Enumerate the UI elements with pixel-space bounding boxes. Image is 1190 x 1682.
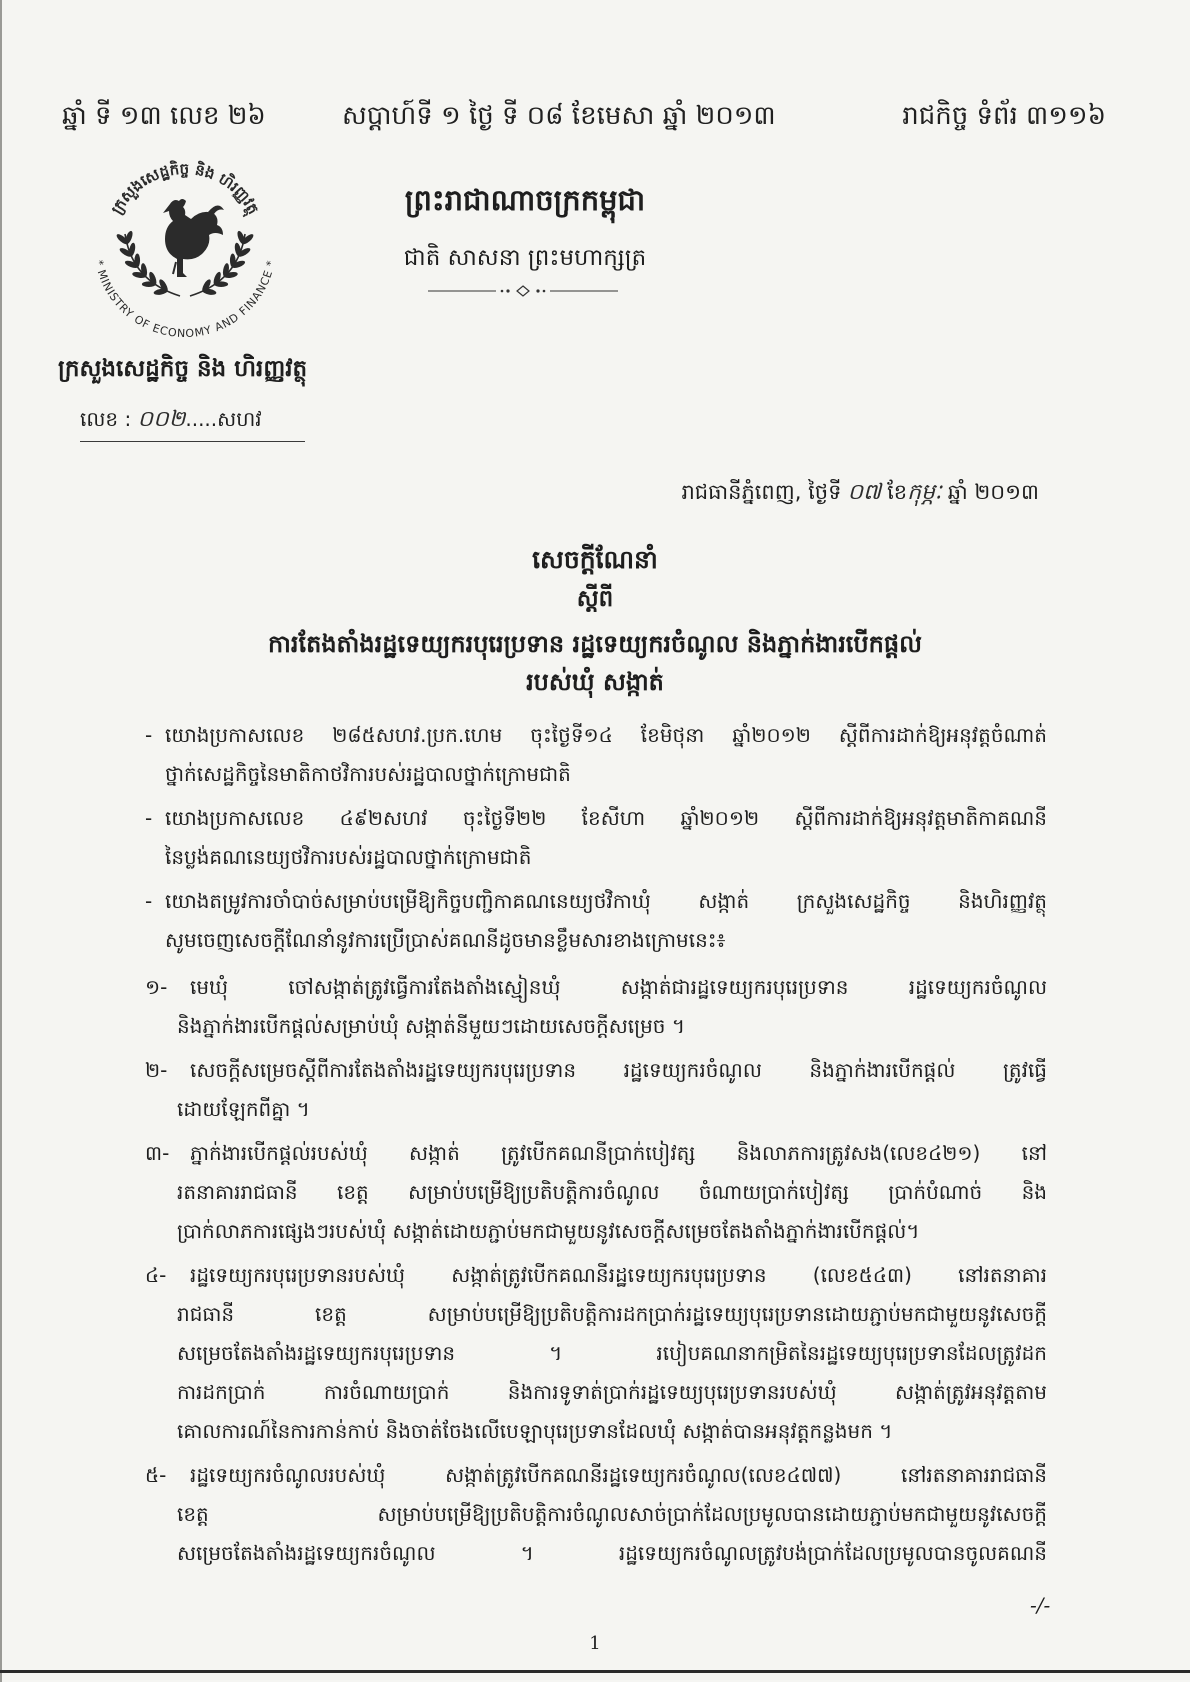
scan-edge bbox=[0, 0, 2, 1682]
laurel-leaf bbox=[230, 253, 236, 267]
reference-item bbox=[145, 799, 1047, 877]
ornament-dot bbox=[543, 290, 546, 293]
item-text: សម្រេចតែងតាំងរដ្ឋទេយ្យករបុរេប្រទាន ។ របៀបគណនាកម្រិតនៃរដ្ឋទេយ្យបុរេប្រទានដែលត្រូវដក bbox=[177, 1341, 1047, 1365]
item-number: ៣- bbox=[145, 1141, 170, 1165]
item-number: ១- bbox=[145, 975, 168, 999]
instruction-item bbox=[145, 1256, 1047, 1451]
item-text: ការដកប្រាក់ ការចំណាយប្រាក់ និងការទូទាត់ប្រាក់រដ្ឋទេយ្យបុរេប្រទានរបស់ឃុំ សង្កាត់ត្រូវអនុវត្តតាម bbox=[177, 1380, 1047, 1404]
text-line bbox=[145, 716, 1047, 755]
bullet-marker: - bbox=[145, 806, 153, 830]
reference-text: យោងប្រកាសលេខ ២៨៥សហវ.ប្រក.ហេម ចុះថ្ងៃទី១៤ ខែមិថុនា ឆ្នាំ២០១២ ស្តីពីការដាក់ឱ្យអនុវត្តចំណាត់ bbox=[165, 723, 1047, 747]
instruction-item bbox=[145, 968, 1047, 1046]
text-line bbox=[145, 1173, 1047, 1212]
seal-english-text bbox=[92, 259, 278, 340]
reference-text: យោងប្រកាសលេខ ៤៩២សហវ ចុះថ្ងៃទី២២ ខែសីហា ឆ្នាំ២០១២ ស្តីពីការដាក់ឱ្យអនុវត្តមាតិកាគណនី bbox=[165, 806, 1047, 830]
text-line bbox=[145, 1412, 1047, 1451]
reference-text: សូមចេញសេចក្តីណែនាំនូវការប្រើប្រាស់គណនីដូចមានខ្លឹមសារខាងក្រោមនេះ៖ bbox=[165, 928, 726, 952]
seal-khmer-text bbox=[108, 159, 263, 219]
text-line bbox=[145, 1295, 1047, 1334]
reference-handwritten-number: ០០២ bbox=[137, 407, 186, 432]
ornament-dot bbox=[501, 290, 504, 293]
document-title-about: ស្តីពី bbox=[576, 585, 614, 612]
item-number: ២- bbox=[145, 1058, 168, 1082]
date-prefix: រាជធានីភ្នំពេញ, ថ្ងៃទី bbox=[681, 480, 842, 504]
text-line bbox=[145, 1534, 1047, 1573]
reference-number bbox=[80, 402, 305, 442]
page-number: 1 bbox=[589, 1633, 601, 1654]
text-line bbox=[145, 921, 1047, 960]
item-text: ភ្នាក់ងារបើកផ្តល់របស់ឃុំ សង្កាត់ ត្រូវបើកគណនីប្រាក់បៀវត្ស និងលាភការត្រូវសង(លេខ៤២១) នៅ bbox=[190, 1141, 1047, 1165]
text-line bbox=[145, 1051, 1047, 1090]
date-year: ឆ្នាំ ២០១៣ bbox=[947, 480, 1039, 504]
rooster-emblem bbox=[163, 199, 224, 277]
gazette-page: រាជកិច្ច ទំព័រ ៣១១៦ bbox=[902, 101, 1106, 131]
reference-label: លេខ : bbox=[80, 407, 132, 431]
item-text: រដ្ឋទេយ្យករបុរេប្រទានរបស់ឃុំ សង្កាត់ត្រូវបើកគណនីរដ្ឋទេយ្យករបុរេប្រទាន (លេខ៥៤៣) នៅរតនាគារ bbox=[190, 1263, 1047, 1287]
document-body bbox=[145, 716, 1047, 1578]
document-subject-line: ការតែងតាំងរដ្ឋទេយ្យករបុរេប្រទាន រដ្ឋទេយ្យករចំណូល និងភ្នាក់ងារបើកផ្តល់ bbox=[268, 629, 922, 658]
reference-item bbox=[145, 716, 1047, 794]
item-number: ៤- bbox=[145, 1263, 167, 1287]
date-day-handwritten: ០៧ bbox=[847, 480, 882, 505]
item-number: ៥- bbox=[145, 1463, 167, 1487]
item-text: សេចក្តីសម្រេចស្តីពីការតែងតាំងរដ្ឋទេយ្យករបុរេប្រទាន រដ្ឋទេយ្យករចំណូល និងភ្នាក់ងារបើកផ្តល់ ត្រូវធ្វើ bbox=[190, 1058, 1047, 1082]
item-text: និងភ្នាក់ងារបើកផ្តល់សម្រាប់ឃុំ សង្កាត់នីមួយៗដោយសេចក្តីសម្រេច ។ bbox=[177, 1014, 686, 1038]
text-line bbox=[145, 1212, 1047, 1251]
text-line bbox=[145, 1134, 1047, 1173]
item-text: មេឃុំ ចៅសង្កាត់ត្រូវធ្វើការតែងតាំងស្មៀនឃុំ សង្កាត់ជារដ្ឋទេយ្យករបុរេប្រទាន រដ្ឋទេយ្យករចំណូល bbox=[190, 975, 1047, 999]
instruction-list bbox=[145, 968, 1047, 1573]
continuation-mark: -/- bbox=[1030, 1593, 1051, 1617]
document-subject-line: របស់ឃុំ សង្កាត់ bbox=[526, 667, 664, 696]
instruction-item bbox=[145, 1051, 1047, 1129]
ministry-name: ក្រសួងសេដ្ឋកិច្ច និង ហិរញ្ញវត្ថុ bbox=[58, 356, 308, 382]
reference-text: នៃប្លង់គណនេយ្យថវិការបស់រដ្ឋបាលថ្នាក់ក្រោមជាតិ bbox=[165, 845, 532, 869]
national-motto: ជាតិ សាសនា ព្រះមហាក្សត្រ bbox=[403, 245, 647, 271]
text-line bbox=[145, 799, 1047, 838]
bullet-marker: - bbox=[145, 889, 153, 913]
instruction-item bbox=[145, 1134, 1047, 1251]
reference-text: យោងតម្រូវការចាំបាច់សម្រាប់បម្រើឱ្យកិច្ចបញ្ជិកាគណនេយ្យថវិកាឃុំ សង្កាត់ ក្រសួងសេដ្ឋកិច្ច និងហិរញ្ញវត្ថុ bbox=[165, 889, 1047, 913]
item-text: រដ្ឋទេយ្យករចំណូលរបស់ឃុំ សង្កាត់ត្រូវបើកគណនីរដ្ឋទេយ្យករចំណូល(លេខ៤៧៧) នៅរតនាគាររាជធានី bbox=[190, 1463, 1047, 1487]
bottom-rule bbox=[0, 1670, 1190, 1673]
ornament-dot bbox=[506, 289, 509, 292]
ministry-seal bbox=[80, 146, 290, 350]
text-line bbox=[145, 1256, 1047, 1295]
instruction-item bbox=[145, 1456, 1047, 1573]
reference-item bbox=[145, 882, 1047, 960]
text-line bbox=[145, 968, 1047, 1007]
laurel-leaf bbox=[134, 253, 140, 267]
rooster-tail bbox=[208, 205, 224, 214]
item-text: រតនាគាររាជធានី ខេត្ត សម្រាប់បម្រើឱ្យប្រតិបត្តិការចំណូល ចំណាយប្រាក់បៀវត្ស ប្រាក់បំណាច់ និង bbox=[177, 1180, 1047, 1204]
text-line bbox=[145, 882, 1047, 921]
reference-list bbox=[145, 716, 1047, 960]
motto-ornament bbox=[428, 284, 618, 298]
item-text: ខេត្ត សម្រាប់បម្រើឱ្យប្រតិបត្តិការចំណូលសាច់ប្រាក់ដែលប្រមូលបានដោយភ្ជាប់មកជាមួយនូវសេចក្តី bbox=[177, 1502, 1047, 1526]
date-month-prefix: ខែ bbox=[887, 480, 908, 504]
text-line bbox=[145, 1007, 1047, 1046]
reference-suffix: .....សហវ bbox=[185, 407, 262, 431]
rooster-leg bbox=[173, 262, 176, 274]
item-text: រាជធានី ខេត្ត សម្រាប់បម្រើឱ្យប្រតិបត្តិការដកប្រាក់រដ្ឋទេយ្យបុរេប្រទានដោយភ្ជាប់មកជាមួយនូវសេចក្តី bbox=[177, 1302, 1047, 1326]
ornament-dot bbox=[536, 289, 539, 292]
text-line bbox=[145, 1495, 1047, 1534]
seal-english-arc: * MINISTRY OF ECONOMY AND FINANCE * bbox=[92, 258, 278, 341]
item-text: ដោយឡែកពីគ្នា ។ bbox=[177, 1097, 310, 1121]
gazette-week-date: សប្តាហ៍ទី ១ ថ្ងៃ ទី ០៨ ខែមេសា ឆ្នាំ ២០១៣ bbox=[342, 101, 776, 131]
reference-text: ថ្នាក់សេដ្ឋកិច្ចនៃមាតិកាថវិការបស់រដ្ឋបាលថ្នាក់ក្រោមជាតិ bbox=[165, 762, 571, 786]
item-text: ប្រាក់លាភការផ្សេងៗរបស់ឃុំ សង្កាត់ដោយភ្ជាប់មកជាមួយនូវសេចក្តីសម្រេចតែងតាំងភ្នាក់ងារបើកផ្តល់។ bbox=[177, 1219, 920, 1243]
date-month-handwritten: កុម្ភៈ bbox=[907, 480, 942, 505]
item-text: គោលការណ៍នៃការកាន់កាប់ និងចាត់ចែងលើបេឡាបុរេប្រទានដែលឃុំ សង្កាត់បានអនុវត្តកន្លងមក ។ bbox=[177, 1419, 893, 1443]
issue-date bbox=[681, 474, 1045, 511]
text-line bbox=[145, 838, 1047, 877]
text-line bbox=[145, 1373, 1047, 1412]
document-title: សេចក្តីណែនាំ bbox=[532, 545, 658, 574]
text-line bbox=[145, 1334, 1047, 1373]
text-line bbox=[145, 1090, 1047, 1129]
text-line bbox=[145, 755, 1047, 794]
text-line bbox=[145, 1456, 1047, 1495]
bullet-marker: - bbox=[145, 723, 153, 747]
seal-khmer-arc: ក្រសួងសេដ្ឋកិច្ច និង ហិរញ្ញវត្ថុ bbox=[107, 159, 263, 218]
ornament-diamond bbox=[517, 286, 529, 296]
kingdom-title: ព្រះរាជាណាចក្រកម្ពុជា bbox=[404, 183, 646, 217]
item-text: សម្រេចតែងតាំងរដ្ឋទេយ្យករចំណូល ។ រដ្ឋទេយ្យករចំណូលត្រូវបង់ប្រាក់ដែលប្រមូលបានចូលគណនី bbox=[177, 1541, 1047, 1565]
gazette-issue: ឆ្នាំ ទី ១៣ លេខ ២៦ bbox=[62, 101, 266, 131]
